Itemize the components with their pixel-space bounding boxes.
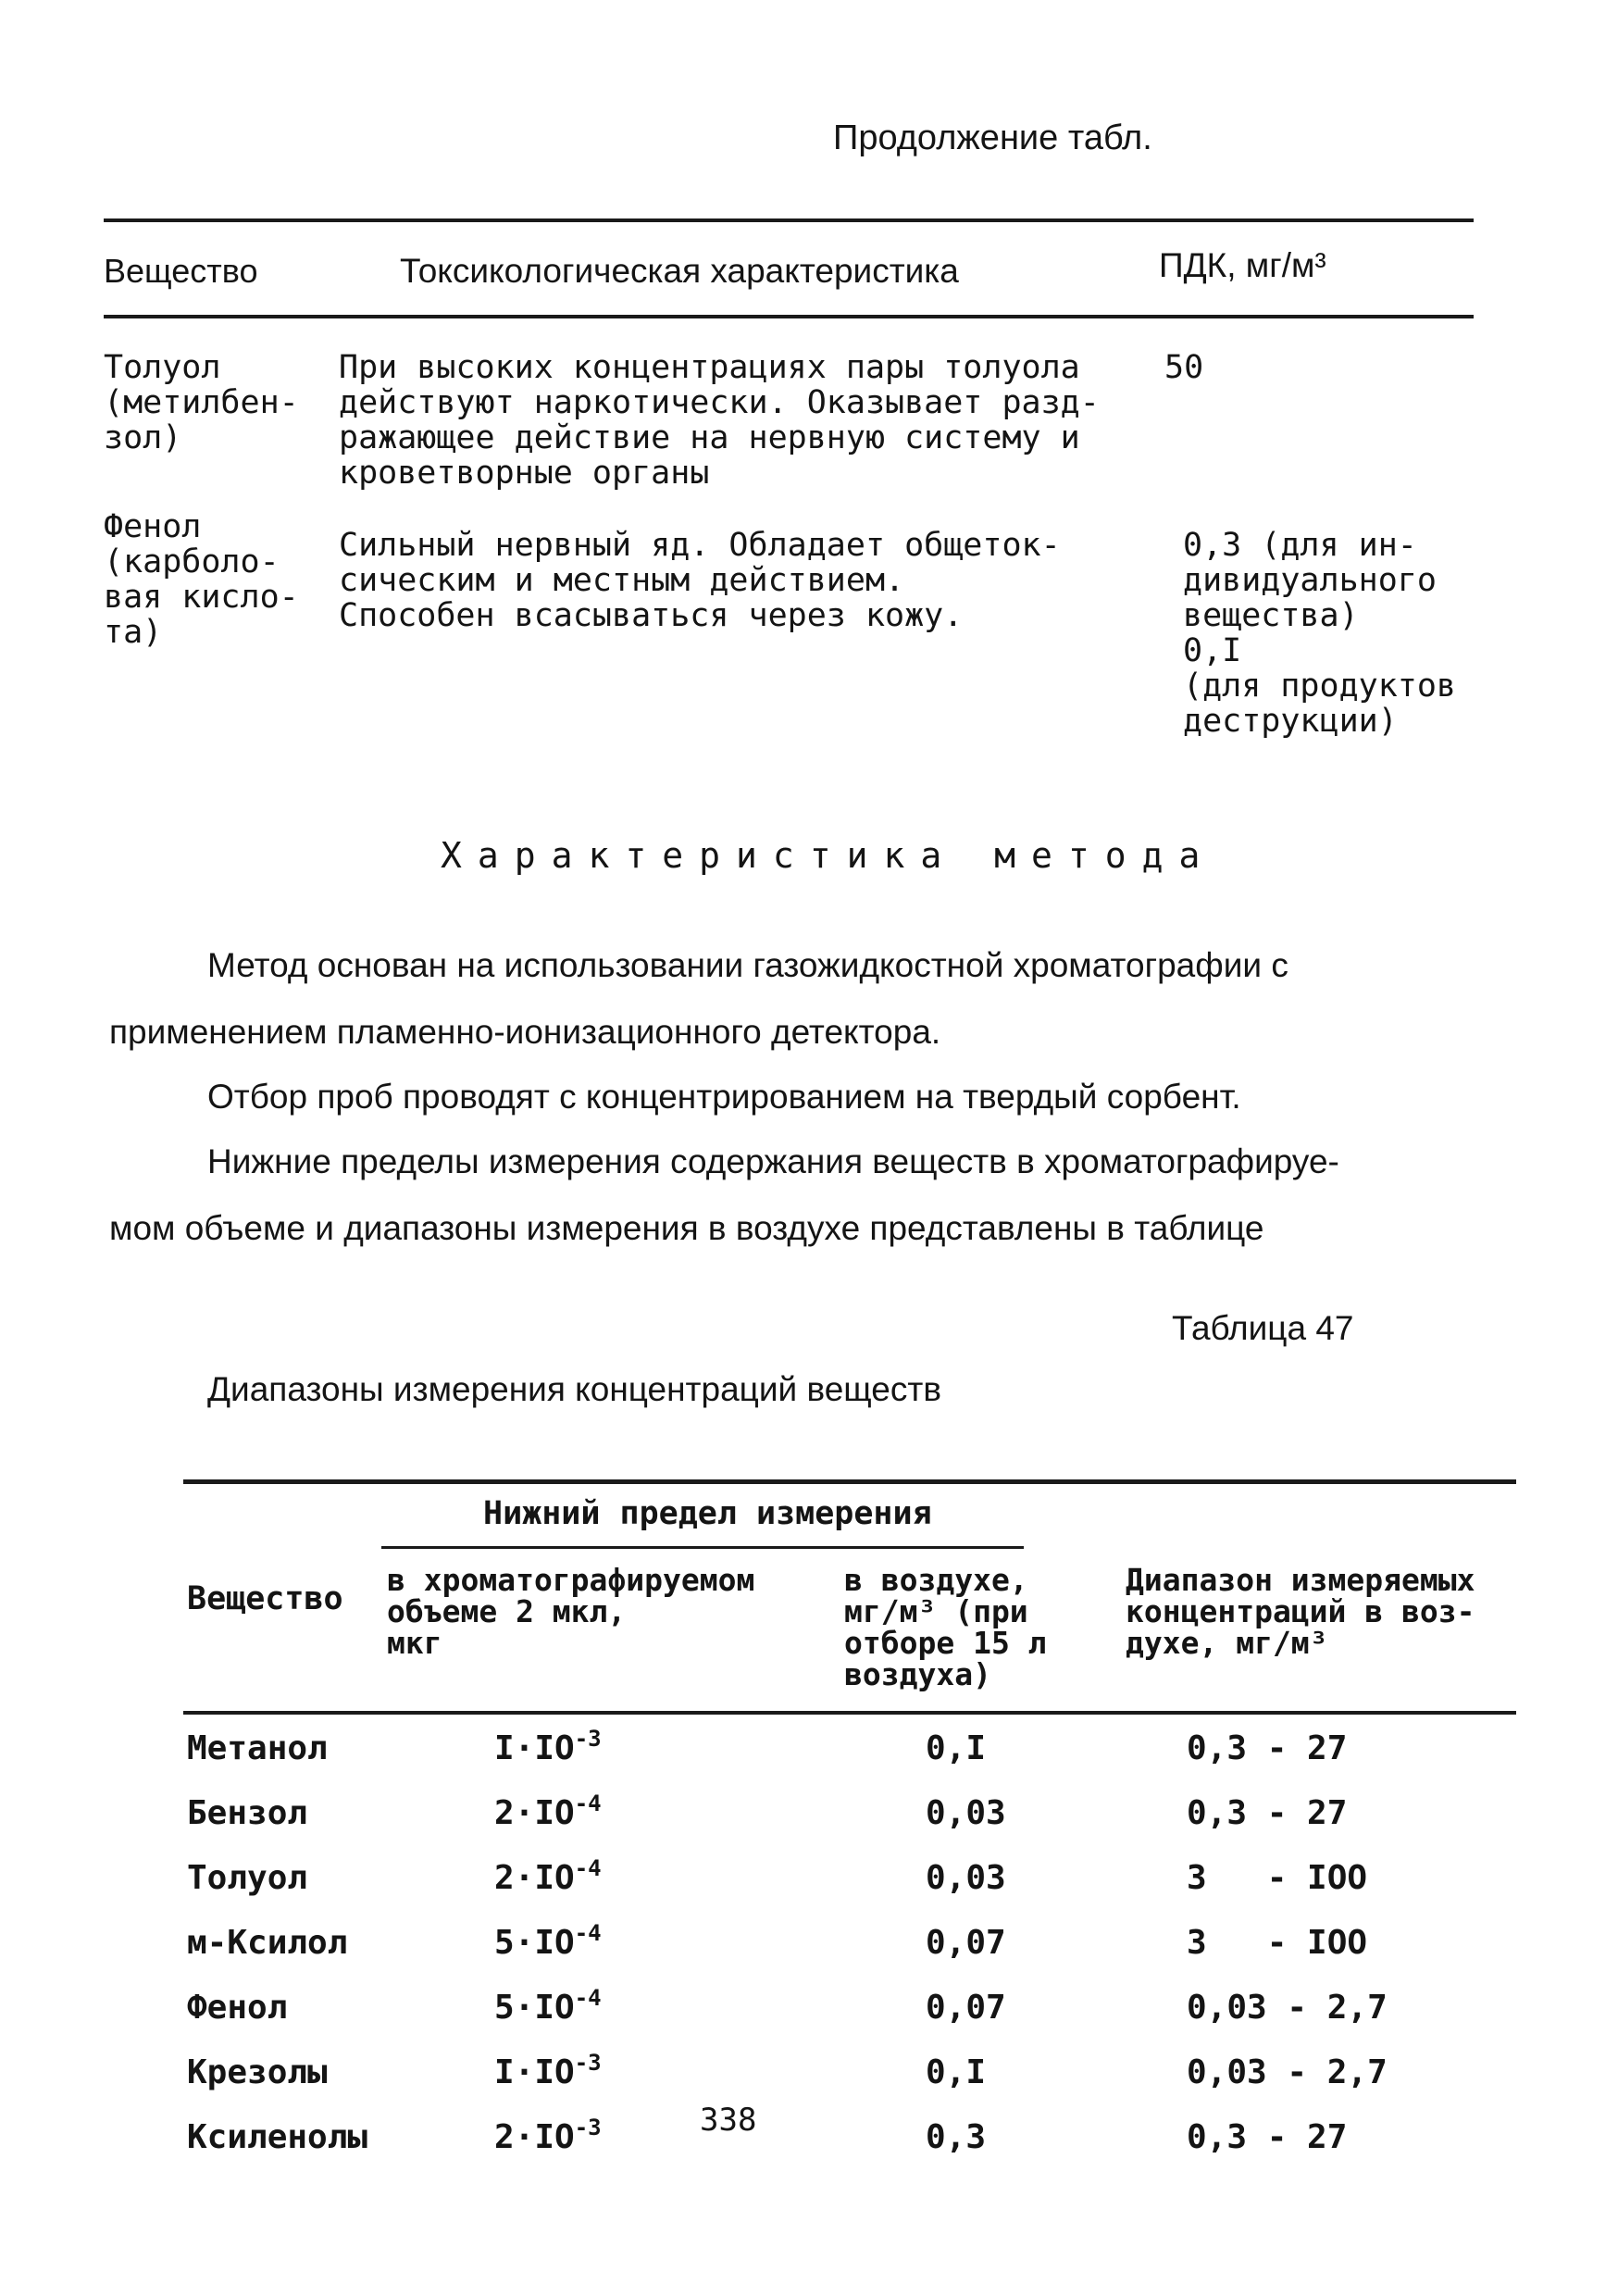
range-cell-air: 0,03 (926, 1859, 1006, 1897)
exponent: -4 (574, 1920, 602, 1946)
toxicity-header-pdk: ПДК, мг/м³ (1159, 246, 1326, 284)
range-header-range: Диапазон измеряемых концентраций в воз- духе, мг/м³ (1126, 1562, 1475, 1661)
range-cell-substance: Ксиленолы (187, 2118, 368, 2156)
range-cell-chrom-volume (494, 1920, 602, 1962)
table-header-rule (104, 315, 1474, 318)
continuation-caption: Продолжение табл. (833, 119, 1152, 157)
toxicity-row-substance: Толуол (метилбен- зол) (104, 349, 299, 456)
mantissa: 2·IO (494, 1859, 575, 1897)
mantissa: 2·IO (494, 2118, 575, 2156)
range-cell-range: 0,03 - 2,7 (1187, 2053, 1388, 2091)
toxicity-row-pdk: 0,3 (для ин- дивидуального вещества) 0,I (для продуктов деструкции) (1183, 527, 1457, 740)
mantissa: 2·IO (494, 1794, 575, 1832)
range-cell-range: 3 - IOO (1187, 1859, 1368, 1897)
range-header-air: в воздухе, мг/м³ (при отборе 15 л воздуха) (844, 1562, 1047, 1692)
range-cell-air: 0,07 (926, 1924, 1006, 1962)
exponent: -4 (574, 1791, 602, 1816)
range-cell-substance: м-Ксилол (187, 1924, 348, 1962)
range-cell-air: 0,I (926, 2053, 987, 2091)
paragraph-line: применением пламенно-ионизационного детектора. (109, 1013, 941, 1051)
toxicity-row-description: При высоких концентрациях пары толуола действуют наркотически. Оказывает разд- ражающее действие на нервную систему и кроветворные органы (339, 349, 1100, 492)
mantissa: I·IO (494, 1729, 575, 1767)
range-cell-range: 3 - IOO (1187, 1924, 1368, 1962)
range-cell-substance: Фенол (187, 1989, 288, 2027)
range-cell-chrom-volume (494, 2115, 602, 2156)
range-cell-chrom-volume (494, 2050, 602, 2091)
method-heading: Характеристика метода (441, 835, 1216, 876)
mantissa: I·IO (494, 2053, 575, 2091)
range-cell-range: 0,3 - 27 (1187, 1729, 1348, 1767)
toxicity-row-pdk: 50 (1164, 349, 1204, 386)
range-cell-chrom-volume (494, 1855, 602, 1897)
toxicity-header-substance: Вещество (104, 252, 258, 290)
group-header-rule (381, 1546, 1024, 1549)
paragraph-line: Нижние пределы измерения содержания веществ в хроматографируе- (207, 1142, 1339, 1180)
table-top-rule (104, 218, 1474, 222)
range-header-chrom-volume: в хроматографируемом объеме 2 мкл, мкг (387, 1562, 755, 1661)
exponent: -3 (574, 1726, 602, 1752)
range-cell-substance: Толуол (187, 1859, 308, 1897)
range-cell-substance: Метанол (187, 1729, 328, 1767)
range-cell-chrom-volume (494, 1726, 602, 1767)
range-cell-chrom-volume (494, 1791, 602, 1832)
table-number: Таблица 47 (1172, 1309, 1354, 1347)
range-cell-chrom-volume (494, 1985, 602, 2027)
range-group-header: Нижний предел измерения (483, 1495, 932, 1532)
range-cell-range: 0,3 - 27 (1187, 2118, 1348, 2156)
exponent: -4 (574, 1985, 602, 2011)
range-cell-range: 0,03 - 2,7 (1187, 1989, 1388, 2027)
range-header-substance: Вещество (187, 1580, 343, 1617)
paragraph-line: мом объеме и диапазоны измерения в воздухе представлены в таблице (109, 1209, 1264, 1247)
toxicity-row-substance: Фенол (карболо- вая кисло- та) (104, 508, 299, 651)
table-caption: Диапазоны измерения концентраций веществ (207, 1370, 941, 1408)
toxicity-header-characteristic: Токсикологическая характеристика (400, 252, 959, 290)
range-cell-air: 0,3 (926, 2118, 987, 2156)
range-table-header-rule (183, 1711, 1516, 1715)
range-cell-substance: Бензол (187, 1794, 308, 1832)
mantissa: 5·IO (494, 1989, 575, 2027)
range-cell-substance: Крезолы (187, 2053, 328, 2091)
range-cell-air: 0,07 (926, 1989, 1006, 2027)
paragraph-line: Метод основан на использовании газожидкостной хроматографии с (207, 946, 1288, 984)
range-table-top-rule (183, 1479, 1516, 1484)
paragraph-line: Отбор проб проводят с концентрированием на твердый сорбент. (207, 1078, 1241, 1116)
range-cell-air: 0,I (926, 1729, 987, 1767)
page-number: 338 (700, 2102, 757, 2139)
toxicity-row-description: Сильный нервный яд. Обладает общеток- сическим и местным действием. Способен всасываться через кожу. (339, 527, 1061, 634)
exponent: -4 (574, 1855, 602, 1881)
mantissa: 5·IO (494, 1924, 575, 1962)
range-cell-air: 0,03 (926, 1794, 1006, 1832)
exponent: -3 (574, 2115, 602, 2140)
exponent: -3 (574, 2050, 602, 2076)
range-cell-range: 0,3 - 27 (1187, 1794, 1348, 1832)
